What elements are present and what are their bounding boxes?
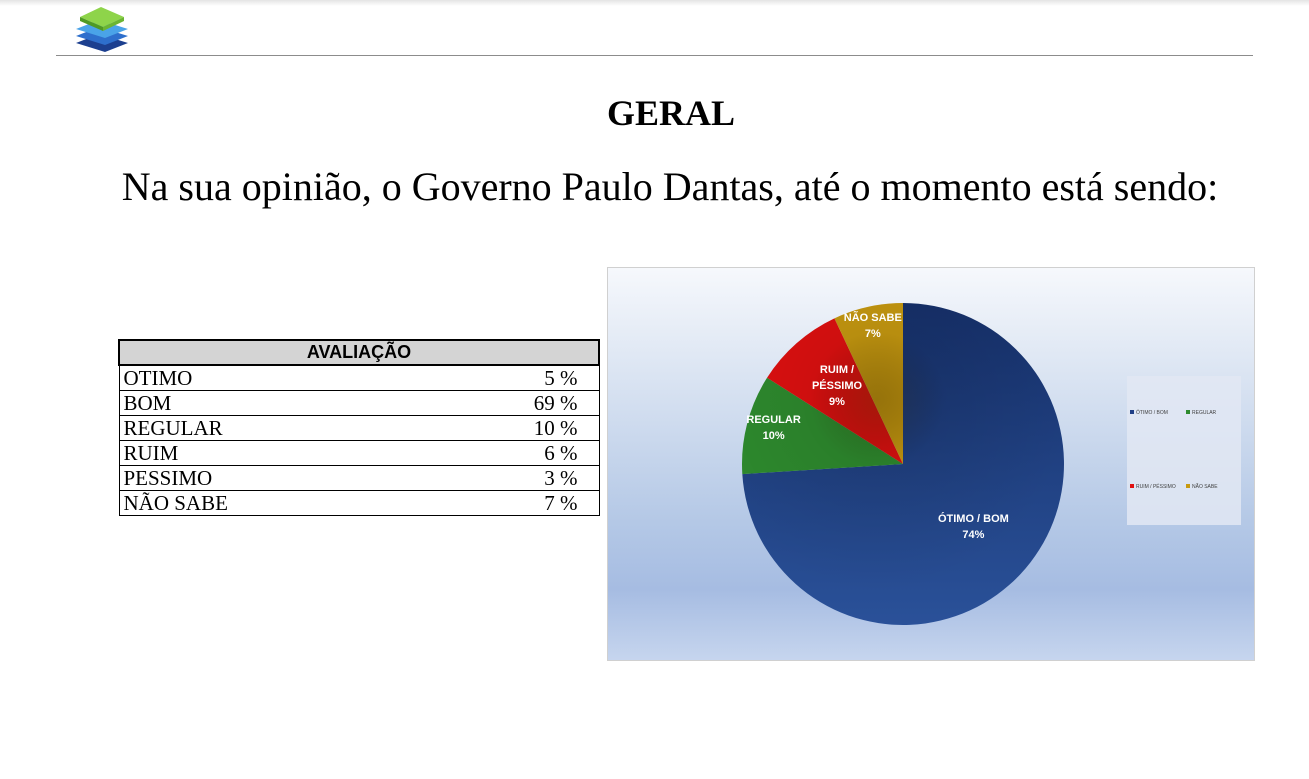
legend-swatch-nao-sabe (1186, 484, 1190, 488)
pie-shading (742, 303, 1064, 625)
row-label: REGULAR (119, 416, 417, 441)
row-label: BOM (119, 391, 417, 416)
top-shadow (0, 0, 1309, 6)
row-value: 5 % (417, 365, 599, 391)
evaluation-table (118, 339, 600, 516)
legend-label-regular: REGULAR (1192, 410, 1217, 416)
header-divider (56, 55, 1253, 56)
legend-label-otimo-bom: ÓTIMO / BOM (1136, 410, 1168, 416)
row-label: NÃO SABE (119, 491, 417, 516)
table-header-row (119, 340, 599, 365)
row-value: 10 % (417, 416, 599, 441)
row-value: 69 % (417, 391, 599, 416)
stacked-layers-logo-icon (66, 3, 136, 55)
slice-label-ruim-pessimo: RUIM / PÉSSIMO 9% (811, 364, 863, 409)
pie-chart (608, 268, 1254, 660)
question-text: Na sua opinião, o Governo Paulo Dantas, até o momento está sendo: (121, 164, 1219, 209)
row-label: PESSIMO (119, 466, 417, 491)
legend-swatch-otimo-bom (1130, 410, 1134, 414)
row-value: 7 % (417, 491, 599, 516)
row-value: 3 % (417, 466, 599, 491)
slice-label-regular: REGULAR 10% (746, 413, 801, 442)
legend-swatch-regular (1186, 410, 1190, 414)
table-row (119, 491, 599, 516)
table-row (119, 365, 599, 391)
legend-label-ruim-pessimo: RUIM / PÉSSIMO (1136, 484, 1176, 490)
pie-chart-area (607, 267, 1255, 661)
legend-label-nao-sabe: NÃO SABE (1192, 484, 1218, 490)
legend-swatch-ruim-pessimo (1130, 484, 1134, 488)
row-label: RUIM (119, 441, 417, 466)
table-row (119, 391, 599, 416)
slice-label-nao-sabe: NÃO SABE 7% (843, 311, 902, 340)
table-row (119, 441, 599, 466)
slice-label-otimo-bom: ÓTIMO / BOM 74% (937, 513, 1009, 542)
row-label: OTIMO (119, 365, 417, 391)
section-title: GERAL (606, 93, 736, 133)
table-row (119, 466, 599, 491)
row-value: 6 % (417, 441, 599, 466)
table-header: AVALIAÇÃO (119, 340, 599, 365)
table-row (119, 416, 599, 441)
